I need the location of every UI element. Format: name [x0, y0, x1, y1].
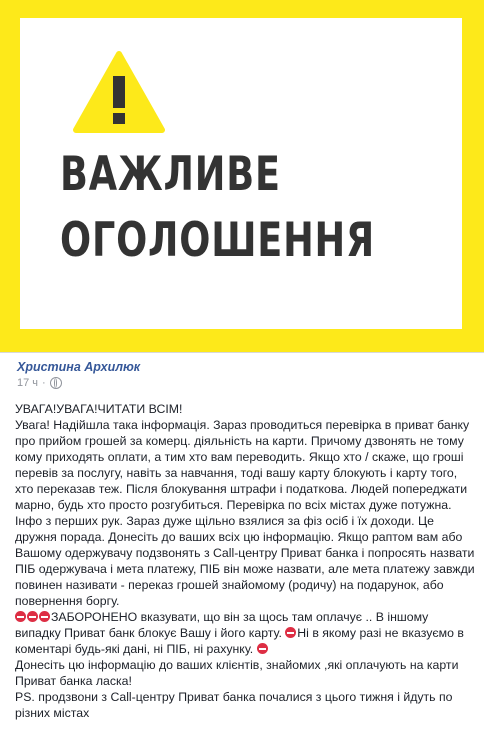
announcement-title-line1: ВАЖЛИВЕ: [60, 147, 281, 202]
post-paragraph: [15, 609, 477, 657]
post-paragraph: PS. продзвони з Call-центру Приват банка почалися з цього тижня і йдуть по різних містах: [15, 690, 453, 720]
announcement-panel: [20, 18, 462, 329]
post-text-segment: ЗАБОРОНЕНО вказувати, що він за щось там оплачує .. В іншому випадку Приват банк блокує Вашу і його карту.: [15, 610, 429, 640]
post-paragraph: Увага! Надійшла така інформація. Зараз проводиться перевірка в приват банку про прийом грошей за комерц. діяльність на карти. Причому дзвонять не тому кому приходять оплати, а тим хто вам переводить. Якщо хто / скаже, що гроші перевів за послугу, навіть за навчання, тоді вашу карту блокують і карту того, хто переказав теж. Після блокування штрафи і податкова. Людей попереджати марно, будь хто просто розгубиться. Перевірка по всіх містах дуже потужна. Інфо з перших рук. Зараз дуже щільно взялися за фіз осіб і їх доходи. Це дружня порада. Донесіть до ваших всіх цю інформацію. Якщо раптом вам або Вашому одержувачу подзвонять з Call-центру Приват банка і попросять назвати ПІБ одержувача і мета платежу, ПІБ він може назвати, але мета платежу завжди повинен називати - переказ грошей знайомому (родичу) на подарунок, або повернення боргу.: [15, 418, 475, 608]
post-timestamp[interactable]: 17 ч: [17, 377, 39, 389]
no-entry-icon: [27, 611, 38, 622]
no-entry-icon: [15, 611, 26, 622]
no-entry-icon: [285, 627, 296, 638]
globe-icon[interactable]: [50, 377, 62, 389]
warning-triangle-icon: [72, 50, 166, 134]
post-text-segment: Ні в якому разі не вказуємо в коментарі будь-які дані, ні ПІБ, ні рахунку.: [15, 626, 464, 656]
divider: [0, 352, 484, 353]
post-paragraph: Донесіть цю інформацію до ваших клієнтів, знайомих ,які оплачують на карти Приват банка ласка!: [15, 658, 459, 688]
post-header: [0, 356, 484, 392]
post-text: [15, 401, 477, 721]
meta-separator: ·: [42, 377, 46, 389]
post-paragraph: УВАГА!УВАГА!ЧИТАТИ ВСІМ!: [15, 402, 183, 416]
post-meta: [17, 377, 62, 389]
no-entry-icon: [257, 643, 268, 654]
announcement-image[interactable]: [0, 0, 484, 352]
no-entry-icon: [39, 611, 50, 622]
announcement-title-line2: ОГОЛОШЕННЯ: [60, 213, 376, 268]
author-name-link[interactable]: Христина Архилюк: [17, 360, 141, 374]
